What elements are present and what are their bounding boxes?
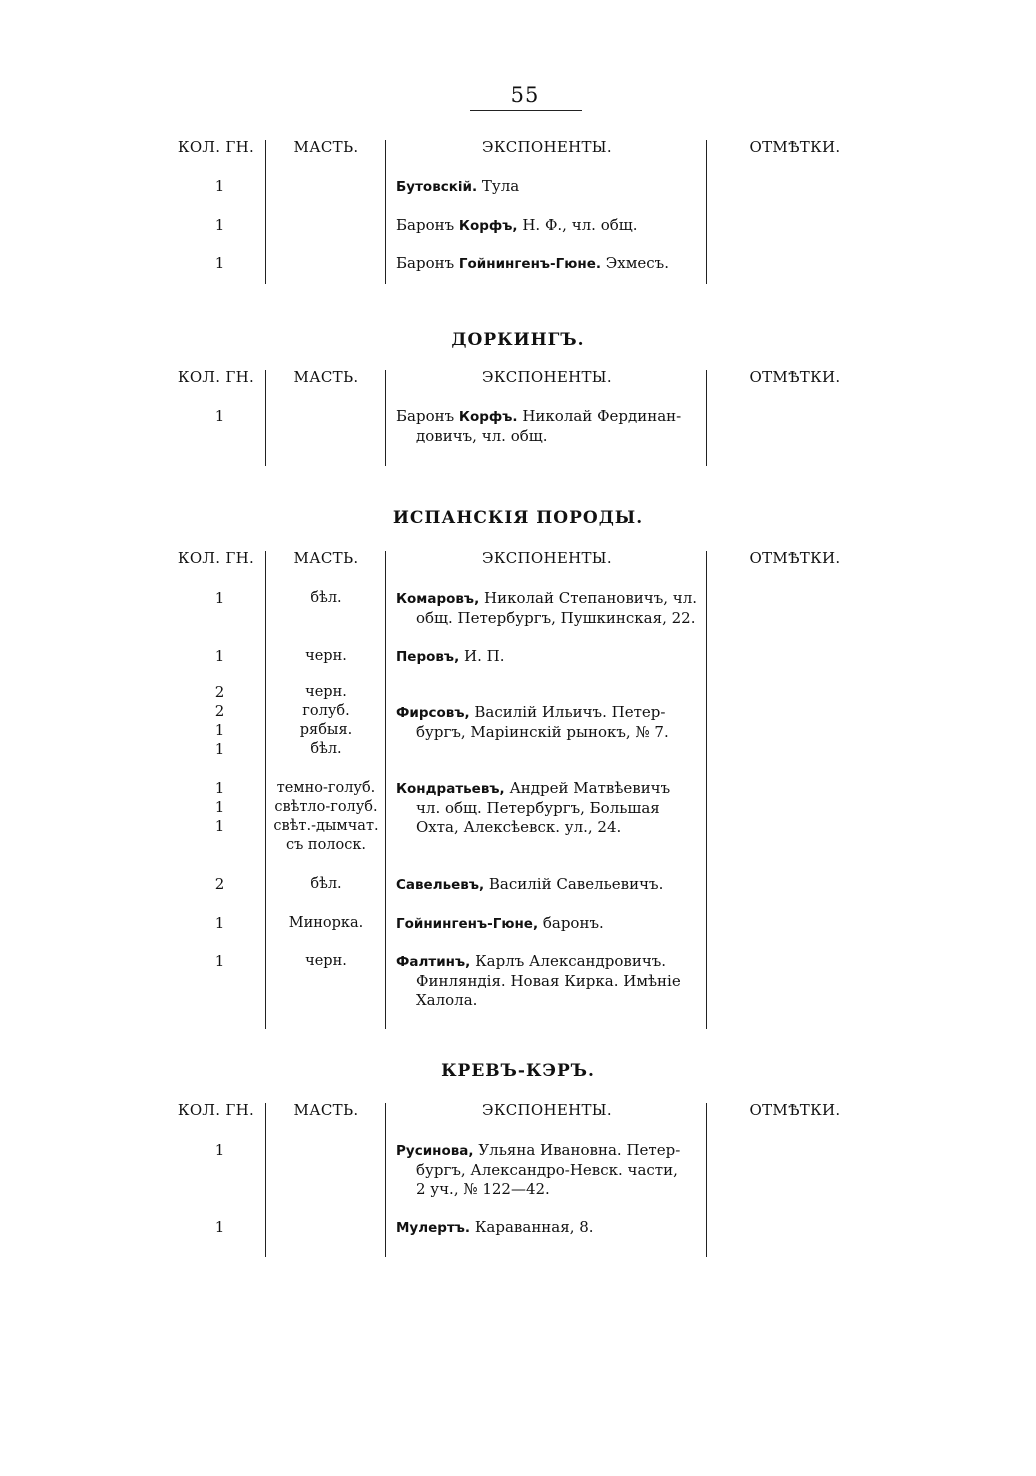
exhibitor-name: Гойнингенъ-Гюне. [458,256,601,272]
column-divider [706,1103,707,1257]
count-cell: 1 [214,216,225,234]
column-divider [706,370,707,466]
header-mast: МАСТЬ. [293,1101,359,1119]
exhibitor-continuation: Охта, Алексѣевск. ул., 24. [416,818,622,836]
header-otm: ОТМѢТКИ. [749,138,841,156]
header-mast: МАСТЬ. [293,138,359,156]
exhibitor-continuation: Халола. [416,991,478,1009]
color-cell: черн. [305,953,347,969]
header-eksp: ЭКСПОНЕНТЫ. [482,368,612,386]
header-otm: ОТМѢТКИ. [749,549,841,567]
column-divider [706,140,707,284]
exhibitor-name: Перовъ, [396,649,460,665]
exhibitor-text: Н. Ф., чл. общ. [522,216,638,234]
page-number: 55 [510,83,540,107]
section-title-dorking: ДОРКИНГЪ. [451,330,585,350]
count-cell: 1 [214,177,225,195]
exhibitor-cell [396,216,704,236]
exhibitor-name: Бутовскій. [396,179,478,195]
column-divider [385,370,386,466]
header-mast: МАСТЬ. [293,549,359,567]
exhibitor-cell: Савельевъ, Василій Савельевичъ. [396,875,664,893]
page-number-rule [470,110,582,111]
exhibitor-name: Кондратьевъ, [396,781,505,797]
exhibitor-text: Николай Фердинан- [522,407,682,425]
exhibitor-cell: Кондратьевъ, Андрей Матвѣевичъ чл. общ. Петербургъ, Большая Охта, Алексѣевск. ул., 24. [396,779,704,837]
section-title-crevecoeur: КРЕВЪ-КЭРЪ. [441,1061,595,1081]
exhibitor-text: Эхмесъ. [605,254,669,272]
header-kol: КОЛ. ГН. [177,1101,255,1119]
exhibitor-name: Комаровъ, [396,591,480,607]
exhibitor-name: Корфъ, [458,218,518,234]
header-otm: ОТМѢТКИ. [749,368,841,386]
exhibitor-cell [396,407,704,446]
exhibitor-name: Гойнингенъ-Гюне, [396,916,539,932]
exhibitor-continuation: 2 уч., № 122—42. [416,1180,550,1198]
exhibitor-prefix: Баронъ [396,254,455,272]
exhibitor-cell: Гойнингенъ-Гюне, баронъ. [396,914,604,932]
color-cell: бѣл. [310,590,342,606]
exhibitor-name: Фирсовъ, [396,705,470,721]
section-title-spanish-breeds: ИСПАНСКІЯ ПОРОДЫ. [392,508,644,528]
count-cell: 1 [214,914,225,932]
count-cell: 1 [214,589,225,607]
exhibitor-name: Русинова, [396,1143,474,1159]
count-cell: 1 [214,254,225,272]
header-mast: МАСТЬ. [293,368,359,386]
exhibitor-cell [396,177,704,197]
header-eksp: ЭКСПОНЕНТЫ. [482,1101,612,1119]
exhibitor-continuation: бургъ, Александро-Невск. части, [416,1161,678,1179]
exhibitor-continuation: Финляндія. Новая Кирка. Имѣніе [416,972,681,990]
count-cell: 1 1 1 [214,779,225,835]
column-divider [385,1103,386,1257]
exhibitor-text: Тула [481,177,520,195]
exhibitor-cell: Фалтинъ, Карлъ Александровичъ. Финляндія. Новая Кирка. Имѣніе Халола. [396,952,704,1010]
header-kol: КОЛ. ГН. [177,549,255,567]
exhibitor-continuation: общ. Петербургъ, Пушкинская, 22. [416,609,696,627]
header-eksp: ЭКСПОНЕНТЫ. [482,138,612,156]
header-kol: КОЛ. ГН. [177,138,255,156]
header-eksp: ЭКСПОНЕНТЫ. [482,549,612,567]
exhibitor-name: Корфъ. [458,409,518,425]
count-cell: 1 [214,407,225,425]
count-cell: 1 [214,1218,225,1236]
exhibitor-prefix: Баронъ [396,407,455,425]
color-cell: темно-голуб. свѣтло-голуб. свѣт.-дымчат. съ полоск. [273,780,379,853]
column-divider [706,551,707,1029]
count-cell: 1 [214,952,225,970]
exhibitor-prefix: Баронъ [396,216,455,234]
header-kol: КОЛ. ГН. [177,368,255,386]
exhibitor-continuation: довичъ, чл. общ. [416,427,548,445]
exhibitor-cell: Фирсовъ, Василій Ильичъ. Петер- бургъ, Маріинскій рынокъ, № 7. [396,703,704,742]
count-cell: 1 [214,647,225,665]
exhibitor-continuation: бургъ, Маріинскій рынокъ, № 7. [416,723,669,741]
exhibitor-cell: Комаровъ, Николай Степановичъ, чл. общ. Петербургъ, Пушкинская, 22. [396,589,704,628]
exhibitor-cell: Перовъ, И. П. [396,647,505,665]
color-cell: бѣл. [310,876,342,892]
color-cell: черн. голуб. рябыя. бѣл. [299,684,353,757]
count-cell: 1 [214,1141,225,1159]
color-cell: Минорка. [288,915,364,931]
exhibitor-cell [396,254,704,274]
count-cell: 2 [214,875,225,893]
exhibitor-continuation: чл. общ. Петербургъ, Большая [416,799,660,817]
color-cell: черн. [305,648,347,664]
exhibitor-cell: Русинова, Ульяна Ивановна. Петер- бургъ, Александро-Невск. части, 2 уч., № 122—42. [396,1141,704,1199]
exhibitor-name: Фалтинъ, [396,954,471,970]
exhibitor-cell: Мулертъ. Караванная, 8. [396,1218,594,1236]
header-otm: ОТМѢТКИ. [749,1101,841,1119]
column-divider [385,140,386,284]
count-cell: 2 2 1 1 [214,683,225,758]
exhibitor-name: Савельевъ, [396,877,485,893]
exhibitor-name: Мулертъ. [396,1220,471,1236]
